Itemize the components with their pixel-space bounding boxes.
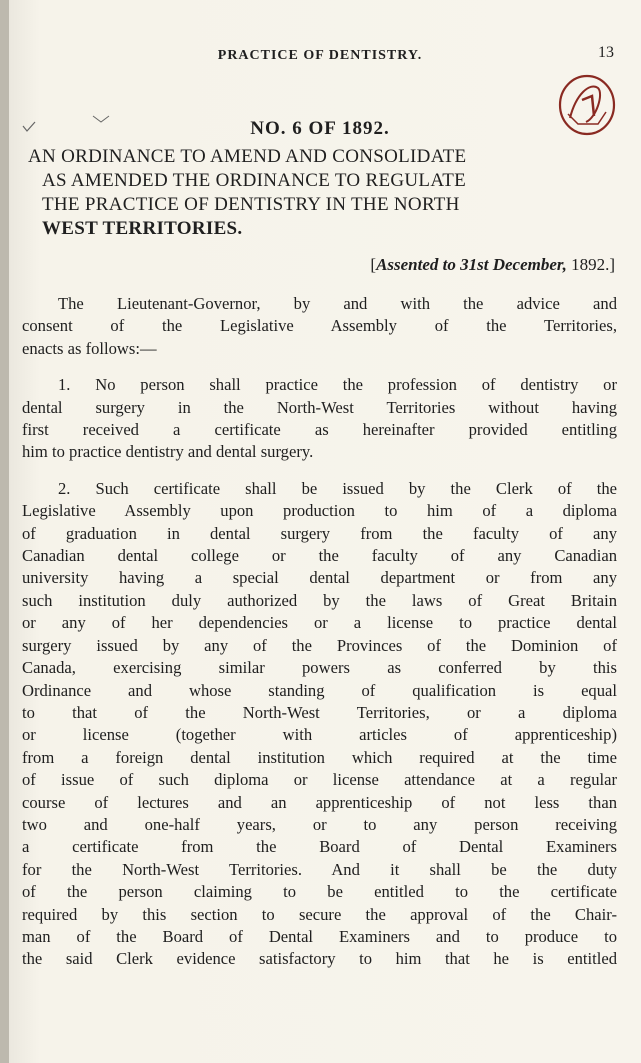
text-line: first received a certificate as hereinafter provided entitling [22,420,617,440]
running-head: PRACTICE OF DENTISTRY. [217,48,423,63]
ordinance-body [22,293,617,971]
assent-date: 31st December, [460,255,567,274]
ordinance-number: NO. 6 OF 1892. [250,118,390,139]
ordinance-title [28,145,628,241]
assent-line [245,255,615,275]
title-line: WEST TERRITORIES. [42,218,243,239]
assent-year: 1892.] [571,255,615,274]
assent-label: Assented to [376,255,456,274]
text-line: the said Clerk evidence satisfactory to him that he is entitled [22,949,617,969]
assent-bracket: [ [370,255,377,274]
text-line: or license (together with articles of apprenticeship) [22,725,617,745]
text-line: of the person claiming to be entitled to the certificate [22,882,617,902]
text-line: The Lieutenant-Governor, by and with the advice and [58,294,617,313]
text-line: or any of her dependencies or a license to practice dental [22,613,617,633]
text-line: of issue of such diploma or license attendance at a regular [22,770,617,790]
text-line: Canada, exercising similar powers as conferred by this [22,658,617,678]
text-line: enacts as follows:— [22,338,157,358]
text-line: to that of the North-West Territories, or a diploma [22,702,617,722]
library-stamp-icon [556,74,618,136]
section-1 [22,374,617,464]
text-line: Ordinance and whose standing of qualification is equal [22,680,617,700]
binding-gutter [0,0,9,1063]
text-line: from a foreign dental institution which required at the time [22,747,617,767]
text-line: man of the Board of Dental Examiners and to produce to [22,926,617,946]
text-line: 1. No person shall practice the profession of dentistry or [58,375,617,395]
page-number: 13 [598,44,614,61]
text-line: 2. Such certificate shall be issued by the Clerk of the [58,478,617,498]
text-line: consent of the Legislative Assembly of the Territories, [22,316,617,336]
text-line: two and one-half years, or to any person receiving [22,814,617,834]
text-line: university having a special dental department or from any [22,568,617,588]
text-line: surgery issued by any of the Provinces of the Dominion of [22,635,617,655]
text-line: for the North-West Territories. And it shall be the duty [22,859,617,879]
pencil-mark-icon [92,114,110,124]
text-line: Canadian dental college or the faculty of any Canadian [22,546,617,566]
preamble [22,293,617,360]
text-line: him to practice dentistry and dental surgery. [22,442,314,462]
text-line: required by this section to secure the approval of the Chair- [22,904,617,924]
text-line: such institution duly authorized by the laws of Great Britain [22,590,617,610]
pencil-tick-icon [22,121,36,133]
title-line: AS AMENDED THE ORDINANCE TO REGULATE [42,170,467,191]
title-line: THE PRACTICE OF DENTISTRY IN THE NORTH [42,194,460,215]
text-line: of graduation in dental surgery from the faculty of any [22,523,617,543]
title-line: AN ORDINANCE TO AMEND AND CONSOLIDATE [28,146,467,167]
text-line: course of lectures and an apprenticeship of not less than [22,792,617,812]
text-line: Legislative Assembly upon production to him of a diploma [22,501,617,521]
text-line: dental surgery in the North-West Territories without having [22,397,617,417]
text-line: a certificate from the Board of Dental Examiners [22,837,617,857]
section-2 [22,478,617,971]
